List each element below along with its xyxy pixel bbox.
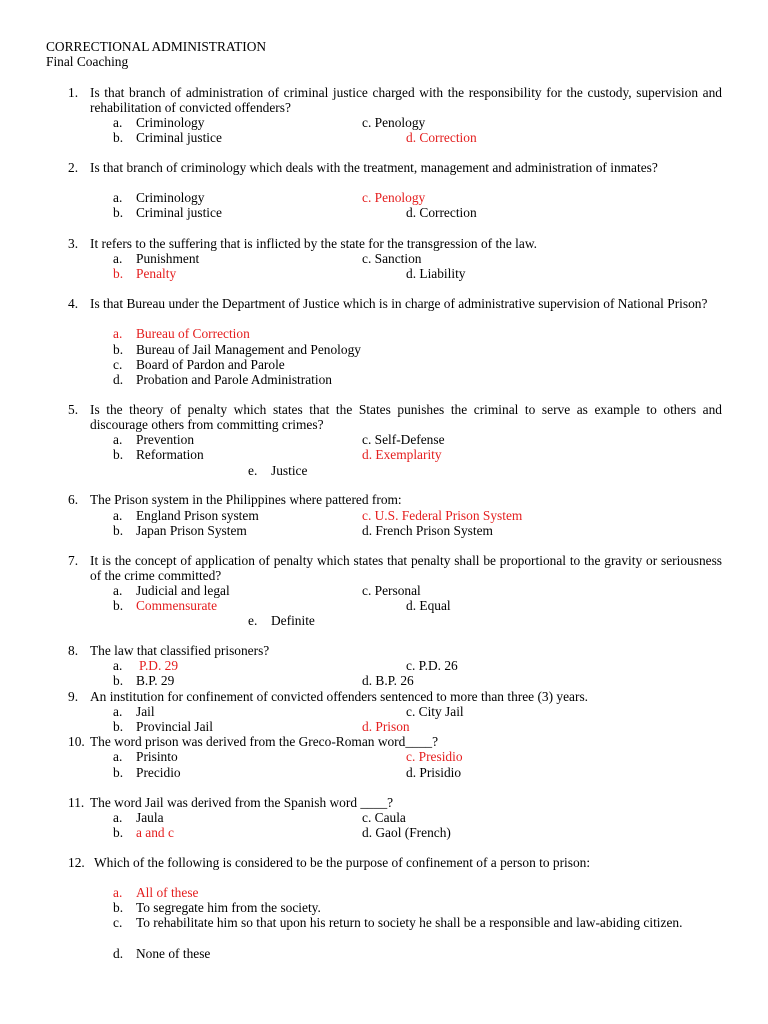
option-letter: b. — [113, 765, 124, 780]
correct-answer: c. Presidio — [406, 749, 463, 764]
option-letter: e. — [248, 463, 258, 478]
correct-answer: c. Penology — [362, 190, 426, 205]
option-letter: a. — [113, 885, 123, 900]
option-text: Provincial Jail — [136, 719, 213, 734]
option-letter: c. — [113, 915, 123, 930]
option-letter: a. — [113, 190, 123, 205]
correct-answer: d. Correction — [406, 130, 477, 145]
option-letter: a. — [113, 749, 123, 764]
option-text: c. Penology — [362, 115, 426, 130]
option-letter: c. — [113, 357, 123, 372]
question-number: 6. — [68, 492, 79, 507]
option-letter: a. — [113, 115, 123, 130]
option-text: d. Liability — [406, 266, 466, 281]
option-text: Japan Prison System — [136, 523, 247, 538]
option-letter: b. — [113, 342, 124, 357]
question-number: 5. — [68, 402, 79, 417]
option-text: c. Sanction — [362, 251, 422, 266]
option-text: To rehabilitate him so that upon his return to society he shall be a responsible and law-abiding citizen. — [136, 915, 683, 930]
option-text: Justice — [271, 463, 308, 478]
option-letter: b. — [113, 900, 124, 915]
option-letter: b. — [113, 673, 124, 688]
option-text: c. Self-Defense — [362, 432, 445, 447]
question-text: It is the concept of application of penalty which states that penalty shall be proportional to the gravity or seriousness of the crime committed? — [90, 553, 722, 583]
option-letter: b. — [113, 205, 124, 220]
option-letter: a. — [113, 583, 123, 598]
correct-answer: P.D. 29 — [139, 658, 179, 673]
option-text: Criminal justice — [136, 130, 222, 145]
question-number: 9. — [68, 689, 79, 704]
option-letter: b. — [113, 719, 124, 734]
option-letter: d. — [113, 946, 124, 961]
option-letter: b. — [113, 130, 124, 145]
option-letter: b. — [113, 598, 124, 613]
option-text: Judicial and legal — [136, 583, 230, 598]
option-text: c. P.D. 26 — [406, 658, 458, 673]
option-text: Prisinto — [136, 749, 178, 764]
option-text: Board of Pardon and Parole — [136, 357, 285, 372]
option-letter: b. — [113, 523, 124, 538]
correct-answer: d. Exemplarity — [362, 447, 442, 462]
question-text: Is that Bureau under the Department of Justice which is in charge of administrative supervision of National Prison? — [90, 296, 708, 311]
option-letter: e. — [248, 613, 258, 628]
option-text: Jaula — [136, 810, 164, 825]
option-text: d. Gaol (French) — [362, 825, 451, 840]
option-text: c. Caula — [362, 810, 406, 825]
question-text: Is that branch of criminology which deals with the treatment, management and administration of inmates? — [90, 160, 658, 175]
option-text: d. B.P. 26 — [362, 673, 414, 688]
option-text: Criminology — [136, 115, 205, 130]
option-letter: b. — [113, 825, 124, 840]
option-text: Prevention — [136, 432, 195, 447]
option-text: Definite — [271, 613, 315, 628]
option-text: None of these — [136, 946, 211, 961]
question-number: 7. — [68, 553, 79, 568]
question-text: Is the theory of penalty which states that the States punishes the criminal to serve as example to others and discourage others from committing crimes? — [90, 402, 722, 432]
option-text: c. City Jail — [406, 704, 464, 719]
option-text: d. French Prison System — [362, 523, 493, 538]
option-text: B.P. 29 — [136, 673, 175, 688]
option-text: Probation and Parole Administration — [136, 372, 333, 387]
option-letter: a. — [113, 326, 123, 341]
correct-answer: Penalty — [136, 266, 177, 281]
correct-answer: a and c — [136, 825, 174, 840]
question-number: 1. — [68, 85, 79, 100]
option-letter: a. — [113, 251, 123, 266]
option-text: d. Prisidio — [406, 765, 462, 780]
correct-answer: All of these — [136, 885, 199, 900]
option-text: Criminal justice — [136, 205, 222, 220]
question-text: Which of the following is considered to be the purpose of confinement of a person to prison: — [94, 855, 591, 870]
question-text: The Prison system in the Philippines where pattered from: — [90, 492, 402, 507]
correct-answer: c. U.S. Federal Prison System — [362, 508, 523, 523]
option-text: d. Equal — [406, 598, 451, 613]
question-number: 4. — [68, 296, 79, 311]
option-letter: d. — [113, 372, 124, 387]
option-letter: a. — [113, 658, 123, 673]
option-letter: a. — [113, 432, 123, 447]
option-text: Punishment — [136, 251, 200, 266]
question-number: 2. — [68, 160, 79, 175]
option-text: Precidio — [136, 765, 181, 780]
question-text: Is that branch of administration of criminal justice charged with the responsibility for the custody, supervision and rehabilitation of convicted offenders? — [90, 85, 722, 115]
question-number: 11. — [68, 795, 85, 810]
question-number: 10. — [68, 734, 85, 749]
option-text: England Prison system — [136, 508, 259, 523]
question-number: 12. — [68, 855, 85, 870]
option-letter: b. — [113, 266, 124, 281]
option-letter: b. — [113, 447, 124, 462]
document-title: CORRECTIONAL ADMINISTRATION — [46, 39, 267, 54]
correct-answer: Commensurate — [136, 598, 218, 613]
option-text: Bureau of Jail Management and Penology — [136, 342, 361, 357]
option-letter: a. — [113, 704, 123, 719]
correct-answer: d. Prison — [362, 719, 410, 734]
question-text: The law that classified prisoners? — [90, 643, 270, 658]
option-text: c. Personal — [362, 583, 421, 598]
option-letter: a. — [113, 810, 123, 825]
question-number: 8. — [68, 643, 79, 658]
option-text: Jail — [136, 704, 155, 719]
correct-answer: Bureau of Correction — [136, 326, 250, 341]
question-text: An institution for confinement of convicted offenders sentenced to more than three (3) years. — [90, 689, 589, 704]
question-text: The word prison was derived from the Greco-Roman word____? — [90, 734, 439, 749]
option-text: Reformation — [136, 447, 204, 462]
question-number: 3. — [68, 236, 79, 251]
question-text: It refers to the suffering that is inflicted by the state for the transgression of the law. — [90, 236, 537, 251]
document-subtitle: Final Coaching — [46, 54, 129, 69]
question-text: The word Jail was derived from the Spanish word ____? — [90, 795, 394, 810]
option-text: d. Correction — [406, 205, 477, 220]
option-text: Criminology — [136, 190, 205, 205]
option-letter: a. — [113, 508, 123, 523]
option-text: To segregate him from the society. — [136, 900, 321, 915]
